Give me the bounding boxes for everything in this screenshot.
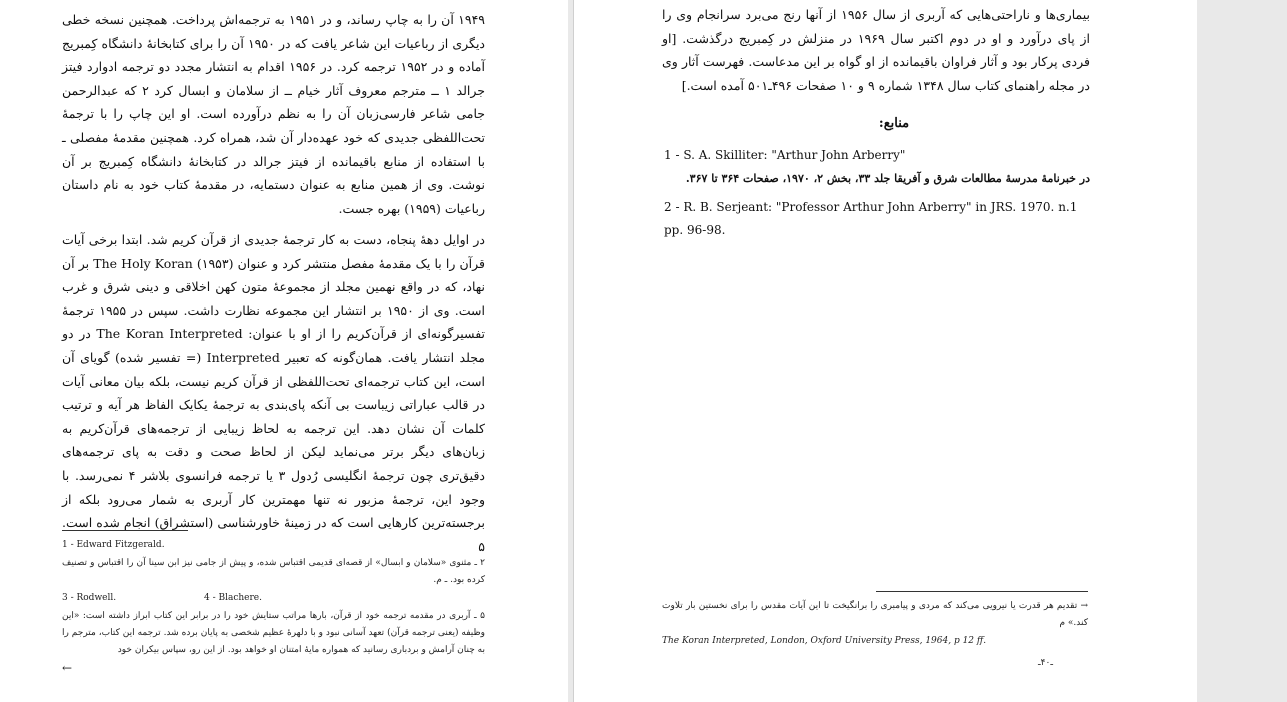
right-page — [573, 0, 1198, 702]
footnote-2: ۲ ـ مثنوی «سلامان و ابسال» از قصه‌ای قدیمی اقتباس شده، و پیش از جامی نیز ابن سینا آن را اقتباس و تصنیف کرده بود. ـ م. — [62, 558, 485, 585]
right-footnote-persian: → تقدیم هر قدرت یا نیرویی می‌کند که مردی و پیامبری را برانگیخت تا این آیات مقدس را برای نخستین بار تلاوت کند.» م — [662, 601, 1088, 628]
source-1-persian: در خبرنامهٔ مدرسهٔ مطالعات شرق و آفریقا جلد ۳۳، بخش ۲، ۱۹۷۰، صفحات ۳۶۴ تا ۳۶۷. — [685, 172, 1090, 185]
footnote-4: 4 - Blachere. — [204, 593, 262, 603]
footnote-1: 1 - Edward Fitzgerald. — [62, 540, 165, 550]
continuation-arrow-icon: ← — [62, 661, 73, 675]
left-page — [0, 0, 568, 702]
footnote-3: 3 - Rodwell. — [62, 593, 117, 603]
left-paragraph-2: در اوایل دههٔ پنجاه، دست به کار ترجمهٔ جدیدی از قرآن کریم شد. ابتدا برخی آیات قرآن را با یک مقدمهٔ مفصل منتشر کرد و عنوان The Holy Koran (۱۹۵۳) بر آن نهاد، که در واقع نهمین مجلد از مجموعهٔ متون کهن اخلاقی و دینی شرق و غرب است. وی از ۱۹۵۰ بر انتشار این مجموعه نظارت داشت. سپس در ۱۹۵۵ ترجمهٔ تفسیرگونه‌ای از قرآن‌کریم را از او با عنوان: The Koran Interpreted در دو مجلد انتشار یافت. همان‌گونه که تعبیر Interpreted (= تفسیر شده) گویای آن است، این کتاب ترجمه‌ای تحت‌اللفظی از قرآن کریم نیست، بلکه بیان معانی آیات در قالب عباراتی زیباست بی آنکه پای‌بندی به ترجمهٔ یکایک الفاظ هر آیه و ترتیب کلمات آن نشان دهد. این ترجمه به لحاظ زیبایی از ترجمه‌های قرآن‌کریم به زبان‌های دیگر برتر می‌نماید لیکن از لحاظ صحت و دقت به پای ترجمه‌های دقیق‌تری چون ترجمهٔ انگلیسی رُدول ۳ یا ترجمه فرانسوی بلاشر ۴ نمی‌رسد. با وجود این، ترجمهٔ مزبور نه تنها مهمترین کار آربری به شمار می‌رود بلکه از برجسته‌ترین کارهایی است که در زمینهٔ خاورشناسی (استشراق) انجام شده است. ۵ — [62, 232, 486, 554]
right-paragraph-1: بیماری‌ها و ناراحتی‌هایی که آربری از سال ۱۹۵۶ از آنها رنج می‌برد سرانجام وی را از پای درآورد و او در دوم اکتبر سال ۱۹۶۹ در منزلش در کِمبریج درگذشت. [او فردی پرکار بود و آثار فراوان باقیمانده از او گواه بر این مدعاست. فهرست آثار وی در مجله راهنمای کتاب سال ۱۳۴۸ شماره ۹ و ۱۰ صفحات ۴۹۶ـ۵۰۱ آمده است.] — [662, 7, 1090, 93]
footnote-5: ۵ ـ آربری در مقدمه ترجمه خود از قرآن، بارها مراتب ستایش خود را در برابر این کتاب ابراز داشته است: «این وظیفه (یعنی ترجمه قرآن) تعهد آسانی نبود و با دلهرهٔ عظیم شخصی به پایان برده شد. ترجمه این کتاب، مترجم را به چنان آرامش و بردباری رسانید که همواره مایهٔ امتنان او خواهد بود. از این رو، سپاس بیکران خود — [62, 611, 485, 655]
right-footnote-english: The Koran Interpreted, London, Oxford University Press, 1964, p 12 ff. — [662, 636, 987, 646]
sources-heading: منابع: — [878, 116, 910, 131]
left-paragraph-1: ۱۹۴۹ آن را به چاپ رساند، و در ۱۹۵۱ به ترجمه‌اش پرداخت. همچنین نسخه خطی دیگری از رباعیات این شاعر یافت که در ۱۹۵۰ آن را برای کتابخانهٔ دانشگاه کِمبریج آماده و در ۱۹۵۲ ترجمه کرد. در ۱۹۵۶ اقدام به انتشار مجدد دو ترجمه ادوارد فیتز جرالد ۱ ــ مترجم معروف آثار خیام ــ از سلامان و ابسال کرد ۲ که عبدالرحمن جامی شاعر فارسی‌زبان آن را به نظم درآورده است. او این چاپ را با ترجمهٔ تحت‌اللفظی جدیدی که خود عهده‌دار آن شد، همراه کرد. همچنین مقدمهٔ مفصلی ـ با استفاده از منابع باقیمانده از فیتز جرالد در کتابخانهٔ دانشگاه کِمبریج بر آن نوشت. وی از همین منابع به عنوان دستمایه، در مقدمهٔ کتاب خود به نام داستان رباعیات (۱۹۵۹) بهره جست. — [62, 12, 486, 216]
viewer-background — [1197, 0, 1287, 702]
page-number: ـ۴۰ـ — [1038, 658, 1053, 668]
source-2: 2 - R. B. Serjeant: "Professor Arthur John Arberry" in JRS. 1970. n.1 pp. 96-98. — [664, 200, 1078, 237]
source-1: 1 - S. A. Skilliter: "Arthur John Arberry" — [664, 148, 906, 162]
right-footnote-rule — [876, 591, 1088, 592]
footnote-rule — [62, 530, 188, 531]
